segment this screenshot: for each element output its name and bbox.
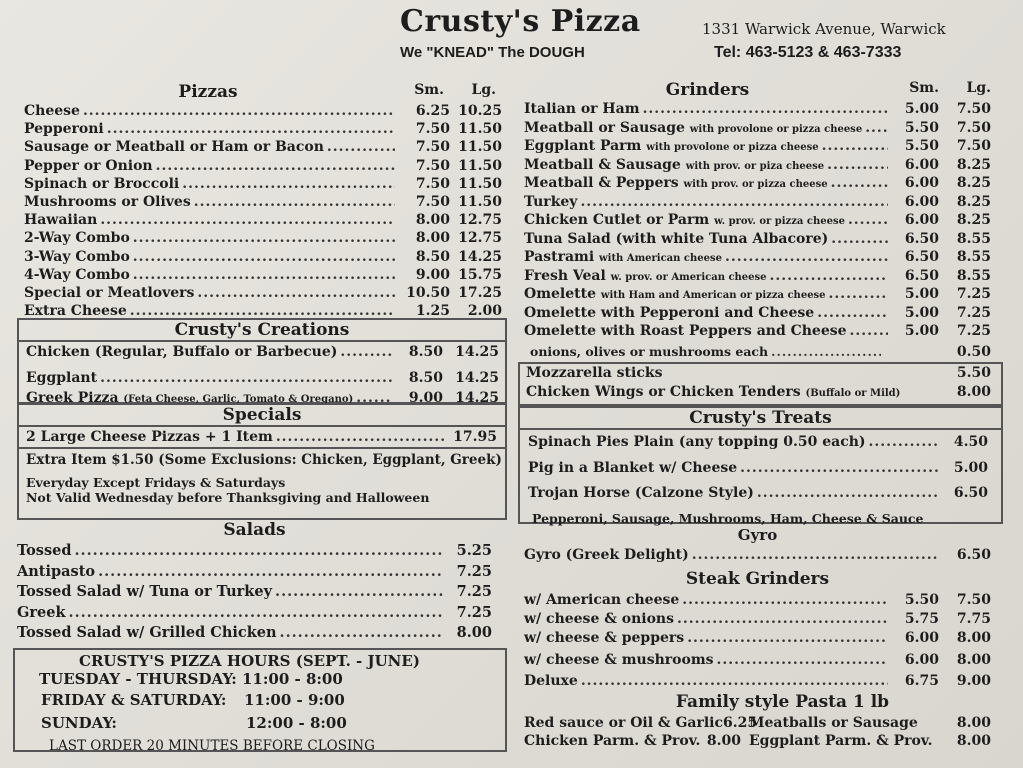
pizza-item-name: Pepperoni: [24, 121, 104, 138]
pizza-item-price-1: 8.50: [415, 248, 450, 265]
grinder-item-dots: [817, 305, 888, 321]
treat-item: [528, 434, 988, 460]
sides-box: [518, 362, 1003, 406]
pizza-item-dots: [133, 230, 395, 246]
steak-item-dots: [717, 652, 888, 668]
grinder-item-price-1: 6.50: [904, 267, 939, 284]
pizza-item-price-2: 12.75: [458, 212, 502, 229]
steak-item-price-2: 7.75: [956, 611, 991, 627]
pizza-item-name: Hawaiian: [24, 212, 98, 229]
grinder-item: [524, 157, 991, 176]
creation-item-price-1: 8.50: [408, 344, 443, 360]
steak-item: [524, 592, 991, 611]
specials-title: Specials: [19, 405, 505, 427]
salad-item-price-1: 7.25: [456, 562, 492, 580]
gyro-name: Gyro (Greek Delight): [524, 547, 689, 563]
salad-item: [17, 583, 492, 604]
grinder-item-name: Chicken Cutlet or Parm w. prov. or pizza cheese: [524, 212, 845, 228]
hours-row: [39, 670, 505, 691]
grinder-item-dots: [643, 101, 888, 117]
pizza-item-price-2: 2.00: [467, 303, 502, 320]
pizza-item-price-2: 11.50: [458, 157, 502, 174]
hours-time: 11:00 - 9:00: [244, 691, 345, 709]
pizza-item: [24, 176, 502, 194]
salad-item-dots: [280, 624, 443, 641]
treat-item-name: Pig in a Blanket w/ Cheese: [528, 459, 738, 476]
steak-title: Steak Grinders: [685, 569, 830, 589]
creation-item-dots: [340, 344, 392, 360]
hours-time: 12:00 - 8:00: [246, 714, 347, 732]
pizza-item: [24, 158, 502, 176]
pasta-title: Family style Pasta 1 lb: [675, 692, 890, 712]
grinder-item-dots: [831, 175, 888, 191]
hours-list: [39, 670, 505, 737]
pasta-item-price: 8.00: [706, 733, 741, 749]
grinder-item-price-2: 8.25: [956, 175, 991, 191]
gyro-title: Gyro: [737, 526, 778, 544]
treat-item-dots: [740, 460, 940, 476]
salad-item-name: Tossed Salad w/ Tuna or Turkey: [17, 583, 273, 600]
creation-item-name: Greek Pizza (Feta Cheese, Garlic, Tomato & Oregano): [26, 390, 354, 406]
pizzas-title: Pizzas: [178, 82, 238, 102]
steak-item-price-2: 9.00: [956, 673, 991, 689]
salad-item-name: Tossed: [17, 542, 72, 559]
steak-item: [524, 649, 991, 673]
address: 1331 Warwick Avenue, Warwick: [702, 20, 946, 38]
creations-title: Crusty's Creations: [19, 320, 505, 342]
grinder-item: [524, 268, 991, 287]
grinder-item-name: Pastrami with American cheese: [524, 249, 722, 265]
grinder-item-dots: [848, 212, 888, 228]
steak-item-name: w/ cheese & peppers: [524, 630, 685, 646]
grinder-item-note: with Ham and American or pizza cheese: [600, 290, 826, 301]
specials-note-2: Not Valid Wednesday before Thanksgiving and Halloween: [26, 490, 430, 505]
steak-item-dots: [677, 611, 888, 627]
gyro-section: [524, 526, 991, 563]
grinder-item: [524, 323, 991, 342]
grinder-item-price-2: 7.25: [956, 323, 991, 339]
salads-list: [17, 542, 492, 645]
grinder-item: [524, 175, 991, 194]
grinder-item-price-1: 5.00: [904, 101, 939, 117]
creation-item-note: (Feta Cheese, Garlic, Tomato & Oregano): [123, 394, 354, 405]
pizza-item-price-2: 11.50: [458, 193, 502, 210]
pizza-item: [24, 139, 502, 157]
salad-item-price-1: 7.25: [456, 603, 492, 621]
grinder-item-name: Omelette with Ham and American or pizza cheese: [524, 286, 826, 302]
salad-item-dots: [275, 583, 443, 600]
grinders-extras: onions, olives or mushrooms each: [530, 343, 769, 359]
steak-item-name: w/ cheese & mushrooms: [524, 652, 714, 668]
hours-days: TUESDAY - THURSDAY:: [39, 670, 237, 688]
grinders-lg-header: Lg.: [966, 80, 991, 96]
telephone: Tel: 463-5123 & 463-7333: [714, 44, 902, 61]
steak-item-price-1: 5.75: [904, 611, 939, 627]
pizza-item-price-1: 7.50: [415, 157, 450, 174]
pizza-item-dots: [327, 139, 395, 155]
grinder-item: [524, 194, 991, 213]
side-item-price-1: 5.50: [956, 365, 991, 381]
grinder-item-dots: [831, 231, 888, 247]
salad-item-price-1: 5.25: [456, 542, 492, 559]
steak-item: [524, 673, 991, 692]
hours-row: [39, 714, 505, 737]
pasta-item-name: Eggplant Parm. & Prov.: [749, 733, 933, 749]
pizza-item-price-1: 9.00: [415, 266, 450, 283]
grinder-item-price-1: 5.00: [904, 323, 939, 339]
salad-item-dots: [98, 563, 443, 580]
treat-item-dots: [869, 434, 940, 450]
steak-item-price-2: 8.00: [956, 630, 991, 646]
grinder-item-price-1: 6.00: [904, 175, 939, 191]
treats-list: [520, 430, 1001, 511]
treat-item: [528, 485, 988, 511]
trojan-note: Pepperoni, Sausage, Mushrooms, Ham, Cheese & Sauce: [532, 510, 924, 526]
pizza-item: [24, 285, 502, 303]
pasta-section: [524, 692, 991, 749]
steak-item: [524, 630, 991, 649]
grinder-item-dots: [850, 323, 888, 339]
creation-item-price-2: 14.25: [455, 390, 499, 406]
grinder-item-price-2: 8.55: [956, 249, 991, 265]
pizza-item-price-1: 7.50: [415, 175, 450, 192]
creation-item-name: Chicken (Regular, Buffalo or Barbecue): [26, 344, 338, 360]
side-item: [526, 365, 991, 384]
pasta-item-price: 6.25: [723, 715, 758, 731]
steak-item-price-1: 6.00: [904, 630, 939, 646]
grinder-item-note: with prov. or pizza cheese: [683, 179, 828, 190]
gyro-price: 6.50: [956, 547, 991, 563]
grinder-item-name: Omelette with Roast Peppers and Cheese: [524, 323, 847, 339]
steak-item-name: w/ American cheese: [524, 592, 680, 608]
pizza-item-price-2: 14.25: [458, 248, 502, 265]
grinder-item-price-2: 8.55: [956, 230, 991, 247]
treats-title: Crusty's Treats: [520, 408, 1001, 430]
grinder-item-dots: [770, 268, 888, 284]
grinder-item-price-1: 6.00: [904, 193, 939, 210]
pizza-item-price-2: 17.25: [458, 284, 502, 301]
grinder-item-price-1: 5.00: [904, 286, 939, 302]
salads-section: [17, 520, 492, 645]
side-item-name: Mozzarella sticks: [526, 365, 663, 381]
grinder-item: [524, 101, 991, 120]
pizza-item-name: Mushrooms or Olives: [24, 193, 191, 210]
pizza-item-price-2: 11.50: [458, 121, 502, 138]
specials-box: [17, 403, 507, 520]
grinders-extras-price: 0.50: [956, 343, 991, 360]
treat-item-name: Spinach Pies Plain (any topping 0.50 each): [528, 434, 866, 450]
grinder-item-name: Meatball or Sausage with provolone or pizza cheese: [524, 119, 863, 136]
steak-item-price-1: 6.00: [904, 652, 939, 668]
grinder-item-name: Turkey: [524, 193, 578, 210]
pizza-item: [24, 230, 502, 248]
steak-item-price-2: 8.00: [956, 652, 991, 668]
grinder-item-name: Meatball & Sausage with prov. or piza cheese: [524, 156, 825, 173]
grinder-item-price-2: 8.25: [956, 212, 991, 228]
pasta-list: [524, 715, 991, 749]
grinder-item-name: Fresh Veal w. prov. or American cheese: [524, 267, 767, 284]
salad-item-dots: [75, 542, 444, 559]
hours-row: [39, 691, 505, 714]
treat-item-name: Trojan Horse (Calzone Style): [528, 485, 754, 501]
pizza-item-dots: [133, 267, 395, 283]
grinder-item: [524, 231, 991, 250]
side-item: [526, 384, 991, 403]
grinder-item-name: Eggplant Parm with provolone or pizza cheese: [524, 138, 819, 154]
pasta-item: [749, 733, 991, 749]
grinder-item-price-2: 7.50: [956, 101, 991, 117]
grinder-item: [524, 249, 991, 268]
creation-item-price-1: 9.00: [408, 390, 443, 406]
pizza-item-dots: [100, 212, 395, 228]
grinder-item: [524, 120, 991, 139]
salad-item-name: Antipasto: [17, 562, 96, 580]
pizza-item-dots: [130, 303, 395, 319]
pizza-item-price-2: 11.50: [458, 175, 502, 192]
grinder-item: [524, 305, 991, 324]
pizza-item: [24, 267, 502, 285]
grinder-item-dots: [822, 138, 888, 154]
grinders-title: Grinders: [665, 80, 750, 100]
grinders-extras-row: [524, 344, 991, 360]
pizza-item-name: 4-Way Combo: [24, 266, 130, 283]
steak-item-name: w/ cheese & onions: [524, 611, 674, 627]
creations-box: [17, 318, 507, 404]
grinder-item-price-1: 6.50: [904, 230, 939, 247]
pizza-item-dots: [133, 249, 395, 265]
grinder-item-dots: [829, 286, 888, 302]
pasta-item-name: Meatballs or Sausage: [749, 715, 918, 731]
pizza-item-price-2: 15.75: [458, 266, 502, 283]
salads-title: Salads: [223, 520, 286, 540]
creation-item-price-1: 8.50: [408, 370, 443, 386]
salad-item-dots: [69, 604, 443, 621]
pizza-item-dots: [107, 121, 395, 137]
grinder-item-price-1: 5.50: [904, 119, 939, 136]
grinder-item-name: Tuna Salad (with white Tuna Albacore): [524, 230, 829, 247]
side-item-price-1: 8.00: [956, 384, 991, 400]
side-item-name: Chicken Wings or Chicken Tenders (Buffalo or Mild): [526, 384, 901, 400]
grinder-item-price-1: 5.00: [904, 304, 939, 321]
pizza-item: [24, 194, 502, 212]
salad-item-name: Greek: [17, 603, 66, 621]
grinder-item-dots: [580, 194, 888, 210]
hours-box: [13, 648, 507, 752]
pizza-item-price-1: 1.25: [415, 303, 450, 320]
pasta-item: [524, 733, 749, 749]
grinder-item-note: w. prov. or pizza cheese: [714, 216, 845, 227]
grinder-item-price-2: 7.50: [956, 119, 991, 136]
salad-item-name: Tossed Salad w/ Grilled Chicken: [17, 624, 277, 641]
pizza-item-dots: [194, 194, 395, 210]
salad-item: [17, 542, 492, 563]
hours-days: FRIDAY & SATURDAY:: [41, 691, 227, 709]
side-item-note: (Buffalo or Mild): [805, 388, 901, 399]
pizza-item-name: Cheese: [24, 103, 80, 119]
pizza-item-price-1: 8.00: [415, 230, 450, 247]
grinder-item-dots: [725, 249, 888, 265]
salad-item: [17, 563, 492, 584]
steak-item-price-1: 6.75: [904, 673, 939, 689]
treat-item-price-1: 4.50: [953, 434, 988, 450]
restaurant-name: Crusty's Pizza: [400, 4, 641, 39]
grinder-item-price-1: 6.00: [904, 156, 939, 173]
steak-item-dots: [682, 592, 888, 608]
hours-time: 11:00 - 8:00: [242, 670, 343, 688]
grinder-item-note: with American cheese: [599, 253, 722, 264]
pasta-item-name: Chicken Parm. & Prov.: [524, 733, 701, 749]
pizza-item: [24, 103, 502, 121]
pizza-item-dots: [156, 158, 395, 174]
grinder-item: [524, 212, 991, 231]
treat-item: [528, 460, 988, 486]
steak-list: [524, 592, 991, 692]
pizza-item: [24, 212, 502, 230]
pizzas-section: [24, 82, 502, 321]
grinder-item-price-1: 6.50: [904, 249, 939, 265]
grinder-item-dots: [827, 157, 888, 173]
pasta-item: [524, 715, 758, 731]
creation-item-price-2: 14.25: [455, 344, 499, 360]
grinder-item-name: Meatball & Peppers with prov. or pizza cheese: [524, 175, 828, 191]
treat-item-price-1: 6.50: [953, 485, 988, 501]
grinder-item-price-2: 7.50: [956, 138, 991, 154]
creations-list: [19, 342, 505, 410]
steak-item-dots: [687, 630, 888, 646]
steak-item: [524, 611, 991, 630]
pasta-item-name: Red sauce or Oil & Garlic: [524, 715, 724, 731]
specials-extra: Extra Item $1.50 (Some Exclusions: Chicken, Eggplant, Greek): [26, 452, 502, 468]
pizza-item-name: 3-Way Combo: [24, 248, 130, 265]
grinder-item-note: w. prov. or American cheese: [610, 271, 767, 283]
creation-item-name: Eggplant: [26, 370, 98, 386]
pizza-item-dots: [197, 285, 395, 301]
specials-deal: 2 Large Cheese Pizzas + 1 Item: [26, 429, 273, 445]
grinder-item-name: Omelette with Pepperoni and Cheese: [524, 304, 815, 321]
salad-item: [17, 624, 492, 645]
gyro-row: [524, 547, 991, 563]
pizza-item-name: Extra Cheese: [24, 303, 127, 320]
salad-item-price-1: 8.00: [456, 624, 492, 641]
treat-item-dots: [757, 485, 940, 501]
grinder-item-note: with provolone or pizza cheese: [646, 142, 819, 153]
pizza-item-name: Special or Meatlovers: [24, 284, 195, 301]
grinder-item-price-1: 5.50: [904, 138, 939, 154]
creation-item-price-2: 14.25: [455, 370, 499, 386]
pizza-item-price-2: 12.75: [458, 230, 502, 247]
pizza-item-name: Pepper or Onion: [24, 157, 153, 174]
grinder-item-name: Italian or Ham: [524, 101, 640, 117]
hours-days: SUNDAY:: [41, 714, 117, 732]
pizza-item-price-2: 11.50: [458, 139, 502, 156]
grinder-item-price-2: 7.25: [956, 286, 991, 302]
salad-item: [17, 604, 492, 625]
grinder-item-price-2: 7.25: [956, 304, 991, 321]
specials-note-1: Everyday Except Fridays & Saturdays: [26, 475, 286, 490]
pizza-item-dots: [83, 103, 395, 119]
pasta-item: [749, 715, 991, 731]
pizzas-sm-header: Sm.: [414, 82, 444, 98]
steak-section: [524, 569, 991, 692]
grinder-item-price-2: 8.25: [956, 193, 991, 210]
pizza-item: [24, 121, 502, 139]
pizza-item-price-2: 10.25: [458, 103, 502, 119]
specials-deal-row: [26, 429, 497, 445]
grinders-list: [524, 101, 991, 342]
pizza-item-price-1: 7.50: [415, 139, 450, 156]
pizza-item-price-1: 7.50: [415, 193, 450, 210]
salad-item-price-1: 7.25: [456, 583, 492, 600]
pizza-item-price-1: 6.25: [415, 103, 450, 119]
pizza-item: [24, 249, 502, 267]
pizza-item-dots: [182, 176, 395, 192]
steak-item-price-1: 5.50: [904, 592, 939, 608]
treats-box: [518, 406, 1003, 524]
steak-item-price-2: 7.50: [956, 592, 991, 608]
grinders-sm-header: Sm.: [909, 80, 939, 96]
hours-last-order: LAST ORDER 20 MINUTES BEFORE CLOSING: [49, 738, 375, 754]
treat-item-price-1: 5.00: [953, 459, 988, 476]
tagline: We "KNEAD" The DOUGH: [400, 44, 585, 61]
pizza-item-name: Sausage or Meatball or Ham or Bacon: [24, 139, 324, 156]
pizza-item-price-1: 10.50: [406, 284, 450, 301]
pasta-item-price: 8.00: [956, 733, 991, 749]
grinder-item-price-2: 8.55: [956, 267, 991, 284]
grinder-item-price-2: 8.25: [956, 156, 991, 173]
pizza-item-name: Spinach or Broccoli: [24, 175, 180, 192]
creation-item: [26, 370, 499, 390]
steak-item-name: Deluxe: [524, 673, 578, 689]
grinder-item-note: with provolone or pizza cheese: [689, 123, 863, 135]
pizza-item-name: 2-Way Combo: [24, 230, 130, 247]
grinder-item-note: with prov. or piza cheese: [685, 160, 825, 172]
pizza-item-price-1: 7.50: [415, 121, 450, 138]
grinder-item-price-1: 6.00: [904, 212, 939, 228]
pizzas-lg-header: Lg.: [471, 82, 496, 98]
grinders-section: [524, 80, 991, 360]
sides-list: [526, 365, 991, 403]
pizza-list: [24, 103, 502, 321]
grinder-item: [524, 138, 991, 157]
steak-item-dots: [581, 673, 888, 689]
specials-deal-price: 17.95: [453, 429, 497, 445]
pizza-item-price-1: 8.00: [415, 212, 450, 229]
grinder-item: [524, 286, 991, 305]
creation-item-dots: [100, 370, 392, 386]
grinder-item-dots: [865, 120, 888, 136]
hours-title: CRUSTY'S PIZZA HOURS (SEPT. - JUNE): [79, 652, 420, 670]
creation-item: [26, 344, 499, 370]
pasta-item-price: 8.00: [956, 715, 991, 731]
